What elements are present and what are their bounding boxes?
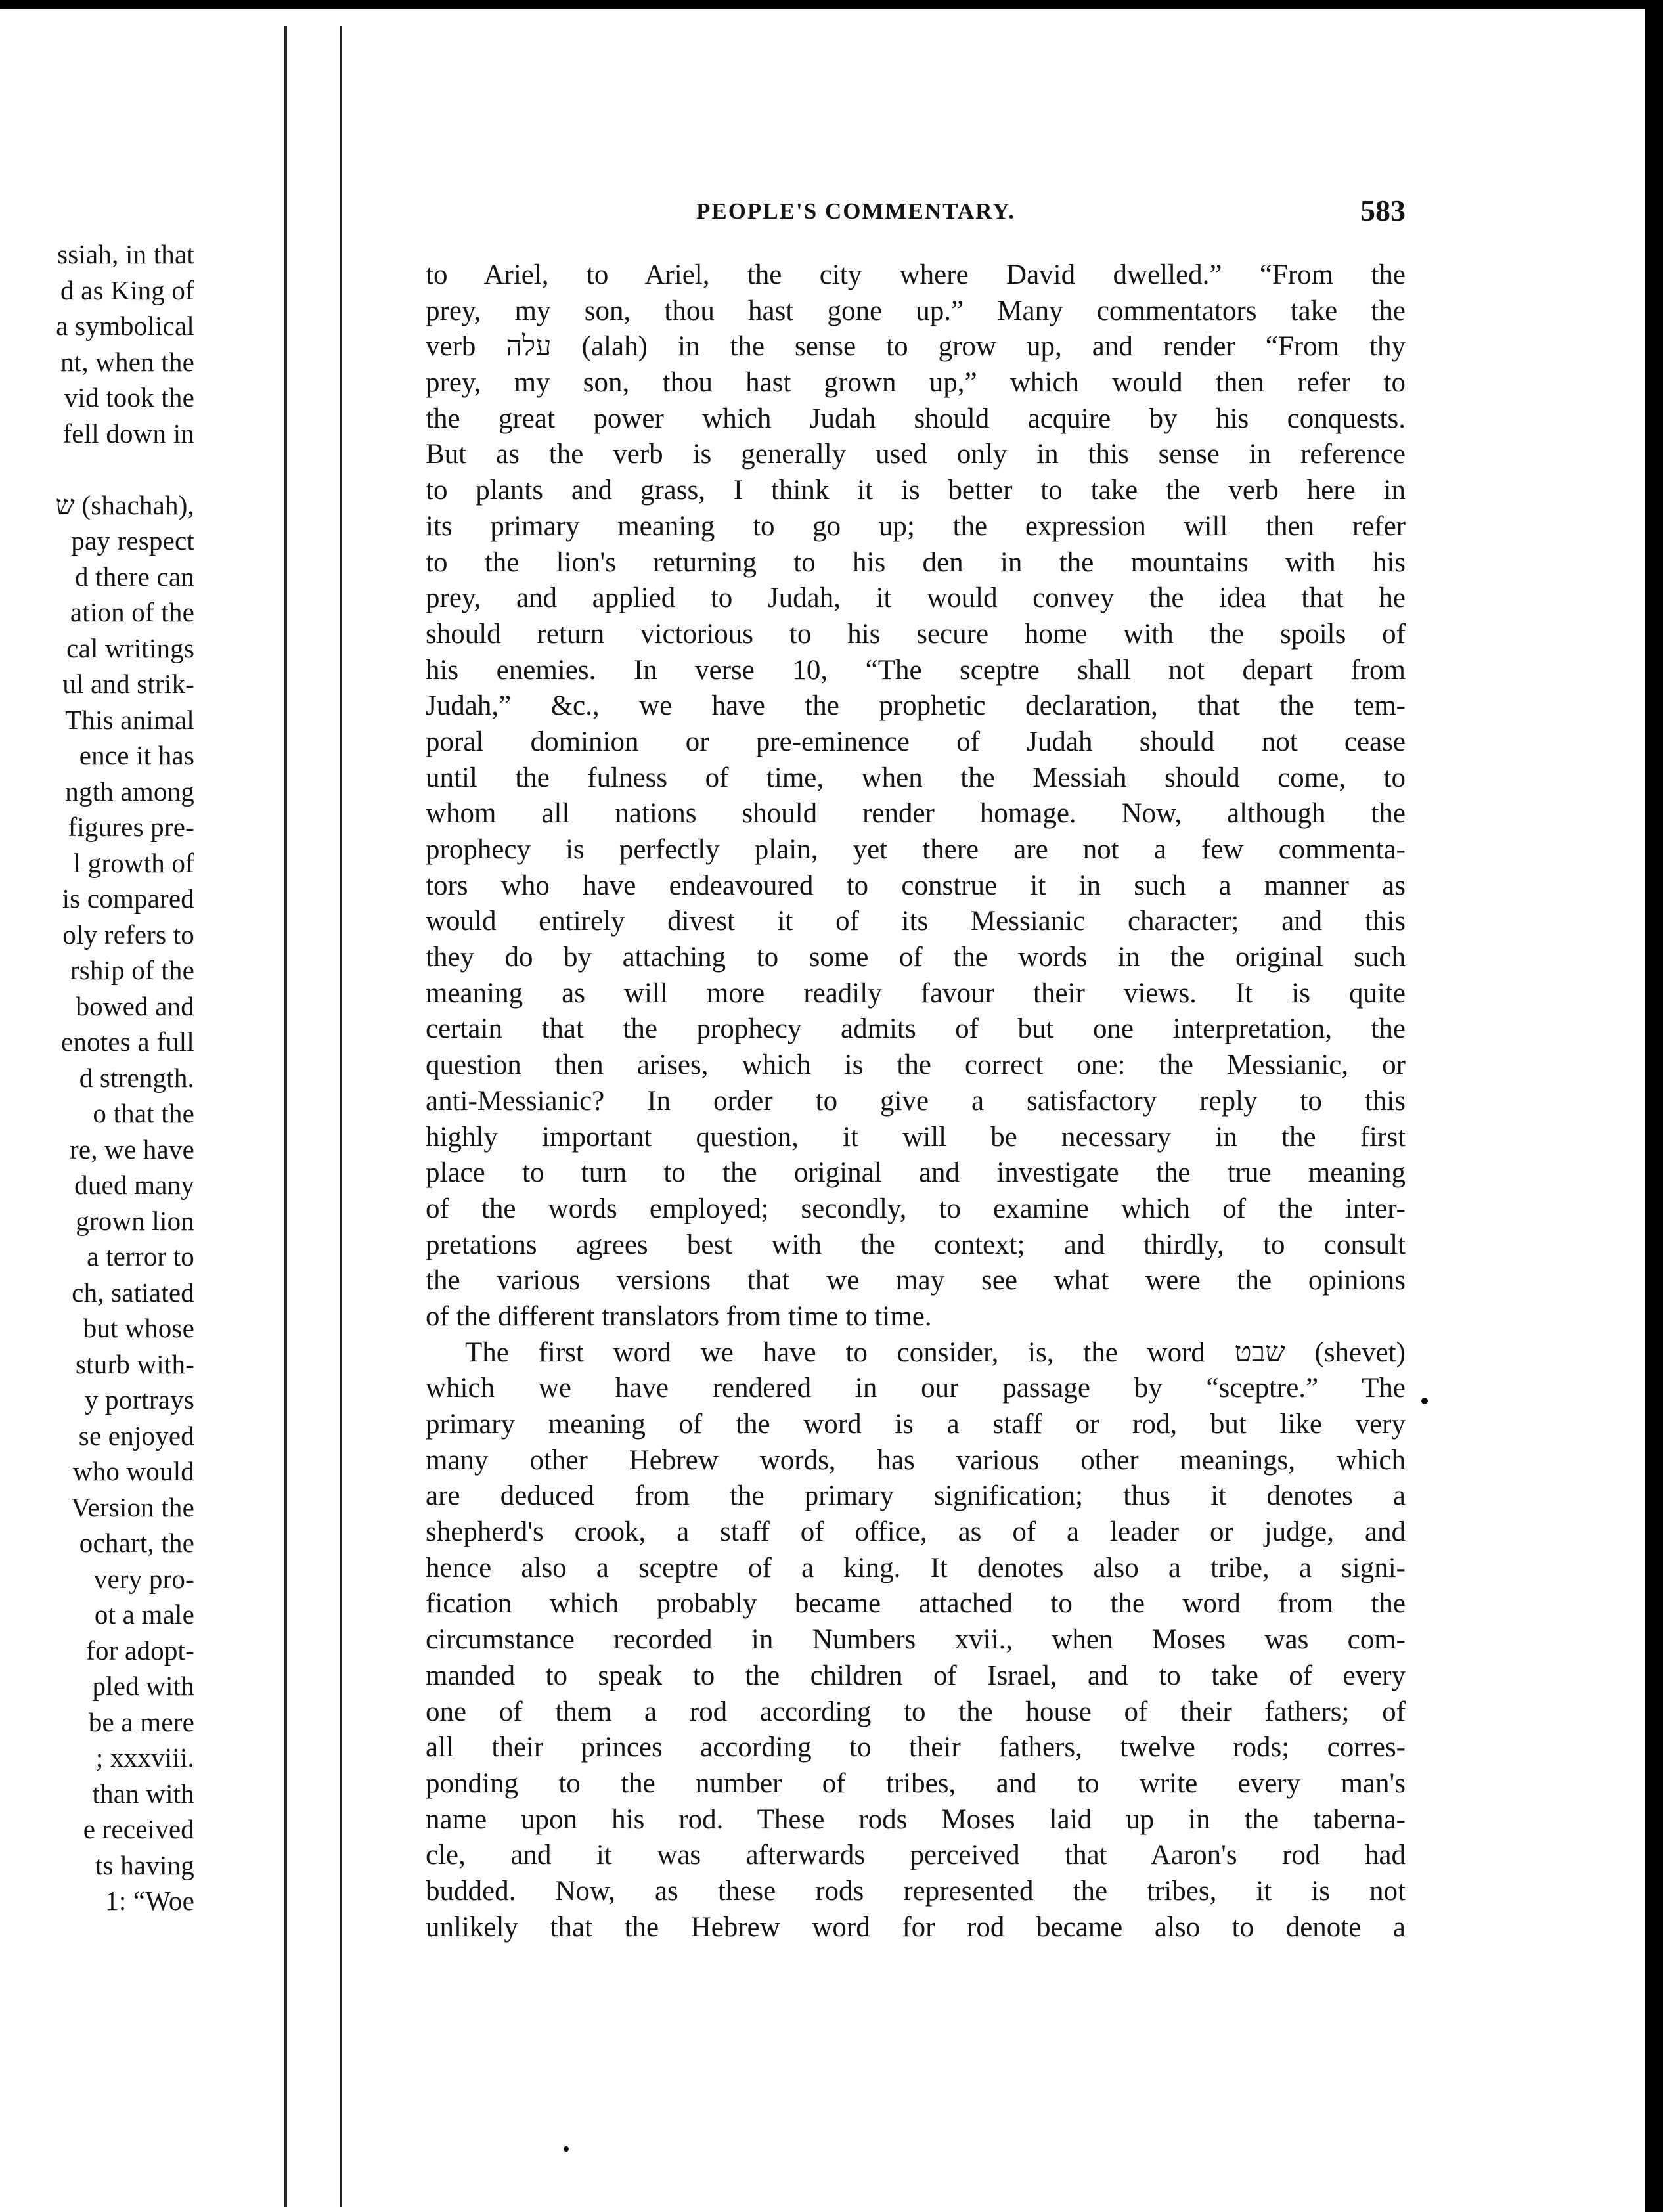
body-text-column: [426, 257, 1406, 1945]
running-head: PEOPLE'S COMMENTARY.: [696, 198, 1016, 224]
text-line: name upon his rod. These rods Moses laid up in the taberna-: [426, 1803, 1406, 1835]
text-line: to Ariel, to Ariel, the city where David dwelled.” “From the: [426, 259, 1406, 290]
text-line: until the fulness of time, when the Messiah should come, to: [426, 762, 1406, 793]
text-line: they do by attaching to some of the words in the original such: [426, 942, 1406, 973]
text-line: circumstance recorded in Numbers xvii., when Moses was com-: [426, 1624, 1406, 1656]
text-line: prey, and applied to Judah, it would convey the idea that he: [426, 583, 1406, 614]
facing-page-line: ts having: [95, 1849, 194, 1880]
facing-page-line: [0, 451, 194, 487]
text-line: shepherd's crook, a staff of office, as of a leader or judge, and: [426, 1516, 1406, 1548]
text-line: to the lion's returning to his den in the mountains with his: [426, 546, 1406, 578]
text-line: fication which probably became attached to the word from the: [426, 1588, 1406, 1620]
scan-border-right: [1645, 0, 1663, 2212]
text-line: tors who have endeavoured to construe it in such a manner as: [426, 870, 1406, 901]
facing-page-line: ot a male: [94, 1599, 194, 1629]
facing-page-line: ch, satiated: [72, 1277, 194, 1308]
scan-speck: [564, 2146, 569, 2152]
facing-page-line: who would: [72, 1456, 194, 1486]
text-line: would entirely divest it of its Messianic character; and this: [426, 906, 1406, 937]
facing-page-line: This animal: [65, 704, 194, 735]
facing-page-line: oly refers to: [62, 919, 194, 950]
facing-page-line: ul and strik-: [62, 669, 194, 699]
text-line: poral dominion or pre-eminence of Judah should not cease: [426, 726, 1406, 757]
facing-page-line: sturb with-: [76, 1348, 194, 1379]
facing-page-line: d strength.: [79, 1062, 194, 1093]
facing-page-line: for adopt-: [86, 1635, 194, 1666]
gutter-shadow-line: [284, 26, 287, 2207]
facing-page-line: is compared: [62, 883, 194, 914]
facing-page-line: 1: “Woe: [105, 1886, 194, 1916]
text-line: prey, my son, thou hast gone up.” Many commentators take the: [426, 295, 1406, 326]
facing-page-line: nt, when the: [60, 346, 194, 377]
page-edge-line: [340, 26, 342, 2207]
facing-page-line: Version the: [71, 1492, 194, 1522]
facing-page-line: be a mere: [88, 1706, 194, 1737]
facing-page-line: enotes a full: [61, 1027, 194, 1057]
facing-page-line: se enjoyed: [78, 1420, 194, 1451]
facing-page-line: l growth of: [73, 847, 194, 878]
facing-page-line: a terror to: [87, 1241, 194, 1272]
text-line: prophecy is perfectly plain, yet there are not a few commenta-: [426, 834, 1406, 865]
text-line: one of them a rod according to the house of their fathers; of: [426, 1696, 1406, 1727]
facing-page-line: grown lion: [76, 1205, 194, 1236]
facing-page-line: but whose: [83, 1313, 194, 1343]
text-line: certain that the prophecy admits of but one interpretation, the: [426, 1013, 1406, 1045]
text-line: The first word we have to consider, is, the word שבט (shevet): [465, 1337, 1406, 1368]
text-line: unlikely that the Hebrew word for rod became also to denote a: [426, 1911, 1406, 1943]
facing-page-line: ssiah, in that: [57, 239, 194, 269]
text-line: prey, my son, thou hast grown up,” which would then refer to: [426, 367, 1406, 399]
facing-page-line: e received: [83, 1814, 194, 1844]
text-line: the various versions that we may see what were the opinions: [426, 1265, 1406, 1296]
text-line: many other Hebrew words, has various other meanings, which: [426, 1444, 1406, 1476]
facing-page-line: rship of the: [70, 955, 194, 985]
facing-page-line: ngth among: [65, 776, 194, 807]
facing-page-line: figures pre-: [68, 812, 194, 842]
facing-page-line: bowed and: [76, 990, 194, 1021]
facing-page-line: dued many: [74, 1170, 194, 1200]
text-line: the great power which Judah should acquire by his conquests.: [426, 403, 1406, 434]
facing-page-line: ence it has: [79, 740, 194, 770]
text-line: hence also a sceptre of a king. It denotes also a tribe, a signi-: [426, 1552, 1406, 1583]
facing-page-line: ation of the: [70, 597, 194, 627]
text-line: manded to speak to the children of Israel, and to take of every: [426, 1660, 1406, 1691]
text-line: are deduced from the primary signification; thus it denotes a: [426, 1480, 1406, 1512]
text-line: pretations agrees best with the context; and thirdly, to consult: [426, 1229, 1406, 1260]
text-line: all their princes according to their fathers, twelve rods; corres-: [426, 1732, 1406, 1763]
facing-page-line: d there can: [74, 561, 194, 592]
text-line: question then arises, which is the correct one: the Messianic, or: [426, 1050, 1406, 1081]
text-line: to plants and grass, I think it is better to take the verb here in: [426, 475, 1406, 506]
facing-page-line: re, we have: [69, 1134, 194, 1164]
text-line: should return victorious to his secure home with the spoils of: [426, 618, 1406, 650]
facing-page-line: d as King of: [60, 275, 194, 305]
text-line: ponding to the number of tribes, and to write every man's: [426, 1767, 1406, 1799]
facing-page-line: vid took the: [64, 382, 194, 412]
scan-speck: [1421, 1398, 1428, 1404]
text-line: which we have rendered in our passage by “sceptre.” The: [426, 1373, 1406, 1404]
text-line: But as the verb is generally used only in this sense in reference: [426, 439, 1406, 470]
facing-page-line: fell down in: [62, 418, 194, 449]
facing-page-line: y portrays: [84, 1384, 194, 1415]
text-line: Judah,” &c., we have the prophetic declaration, that the tem-: [426, 690, 1406, 722]
text-line: cle, and it was afterwards perceived that Aaron's rod had: [426, 1840, 1406, 1871]
text-line: his enemies. In verse 10, “The sceptre shall not depart from: [426, 654, 1406, 686]
facing-page-line: cal writings: [66, 632, 194, 663]
scan-border-top: [0, 0, 1663, 9]
text-line: verb עלה (alah) in the sense to grow up, and render “From thy: [426, 331, 1406, 363]
text-line: anti-Messianic? In order to give a satisfactory reply to this: [426, 1085, 1406, 1117]
facing-page-line: pled with: [92, 1671, 194, 1701]
page-number: 583: [1360, 194, 1406, 227]
facing-page-line: very pro-: [93, 1563, 194, 1594]
text-line: budded. Now, as these rods represented the tribes, it is not: [426, 1875, 1406, 1907]
facing-page-line: ochart, the: [79, 1528, 194, 1558]
text-line: of the words employed; secondly, to examine which of the inter-: [426, 1193, 1406, 1224]
facing-page-line: ש (shachah),: [55, 489, 194, 520]
text-line: place to turn to the original and investigate the true meaning: [426, 1157, 1406, 1189]
facing-page-line: than with: [92, 1778, 194, 1809]
facing-page-line: pay respect: [71, 525, 194, 556]
text-line: its primary meaning to go up; the expression will then refer: [426, 510, 1406, 542]
facing-page-fragment: [0, 236, 194, 1944]
facing-page-line: o that the: [93, 1098, 194, 1128]
text-line: whom all nations should render homage. Now, although the: [426, 798, 1406, 830]
facing-page-line: ; xxxviii.: [95, 1742, 194, 1773]
text-line: of the different translators from time to time.: [426, 1300, 932, 1332]
text-line: primary meaning of the word is a staff or rod, but like very: [426, 1409, 1406, 1440]
text-line: highly important question, it will be necessary in the first: [426, 1121, 1406, 1153]
facing-page-line: a symbolical: [56, 311, 194, 341]
text-line: meaning as will more readily favour their views. It is quite: [426, 977, 1406, 1009]
